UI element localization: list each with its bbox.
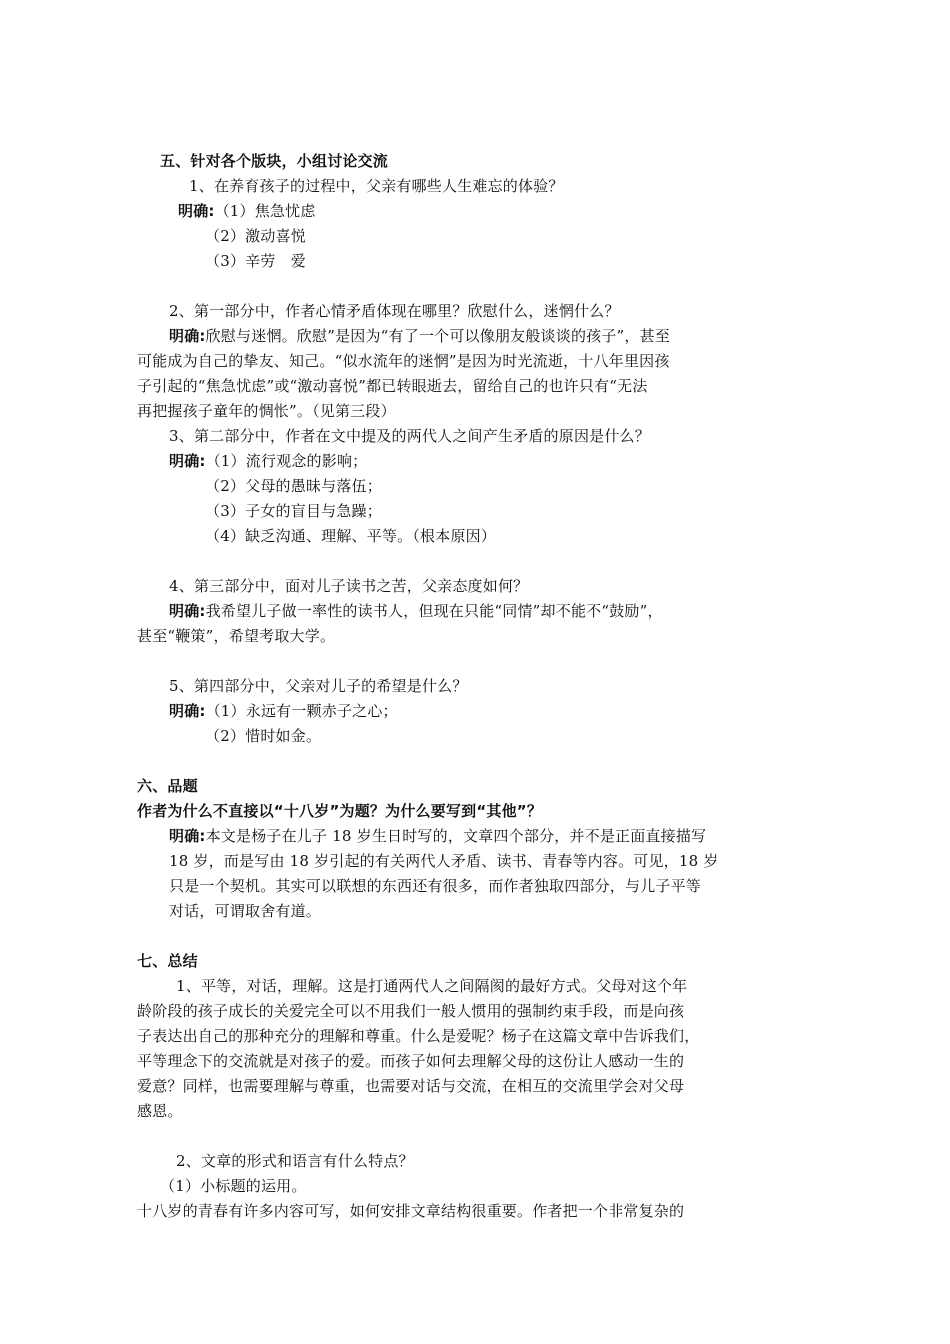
answer-3-line-3: （3）子女的盲目与急躁； (205, 502, 382, 520)
answer-4-line-1: 明确:我希望儿子做一率性的读书人，但现在只能“同情”却不能不“鼓励”， (169, 602, 663, 620)
answer-label: 明确: (169, 602, 206, 620)
summary-paragraph-line-6: 感恩。 (137, 1102, 183, 1120)
section-6-answer-line-3: 只是一个契机。其实可以联想的东西还有很多，而作者独取四部分，与儿子平等 (169, 877, 702, 895)
answer-label: 明确: (169, 327, 206, 345)
answer-1-line-3: （3）辛劳 爱 (205, 252, 306, 270)
section-5-heading: 五、针对各个版块，小组讨论交流 (160, 152, 389, 170)
answer-2-line-3: 子引起的“焦急忧虑”或“激动喜悦”都已转眼逝去，留给自己的也许只有“无法 (137, 377, 648, 395)
answer-label: 明确: (169, 452, 206, 470)
section-6-question: 作者为什么不直接以“十八岁”为题？为什么要写到“其他”？ (137, 802, 543, 820)
answer-label: 明确: (169, 702, 206, 720)
answer-1-line-2: （2）激动喜悦 (205, 227, 306, 245)
answer-5-line-1: 明确:（1）永远有一颗赤子之心； (169, 702, 398, 720)
answer-2-line-2: 可能成为自己的挚友、知己。“似水流年的迷惘”是因为时光流逝，十八年里因孩 (137, 352, 670, 370)
answer-5-line-2: （2）惜时如金。 (205, 727, 322, 745)
section-6-answer-line-1: 明确:本文是杨子在儿子 18 岁生日时写的，文章四个部分，并不是正面直接描写 (169, 827, 707, 845)
answer-4-line-2: 甚至“鞭策”，希望考取大学。 (137, 627, 336, 645)
answer-3-line-4: （4）缺乏沟通、理解、平等。（根本原因） (205, 527, 497, 545)
summary-paragraph-line-3: 子表达出自己的那种充分的理解和尊重。什么是爱呢？杨子在这篇文章中告诉我们， (137, 1027, 700, 1045)
answer-1-line-1: 明确:（1）焦急忧虑 (178, 202, 316, 220)
section-7-heading: 七、总结 (137, 952, 198, 970)
summary-paragraph-line-4: 平等理念下的交流就是对孩子的爱。而孩子如何去理解父母的这份让人感动一生的 (137, 1052, 685, 1070)
answer-label: 明确: (169, 827, 206, 845)
summary-paragraph-line-2: 龄阶段的孩子成长的关爱完全可以不用我们一般人惯用的强制约束手段，而是向孩 (137, 1002, 685, 1020)
question-1: 1、在养育孩子的过程中，父亲有哪些人生难忘的体验？ (189, 177, 564, 195)
answer-2-line-1: 明确:欣慰与迷惘。欣慰”是因为“有了一个可以像朋友般谈谈的孩子”，甚至 (169, 327, 671, 345)
summary-subheading-1: （1）小标题的运用。 (160, 1177, 307, 1195)
summary-last-line: 十八岁的青春有许多内容可写，如何安排文章结构很重要。作者把一个非常复杂的 (137, 1202, 685, 1220)
question-5: 5、第四部分中，父亲对儿子的希望是什么？ (169, 677, 468, 695)
section-6-heading: 六、品题 (137, 777, 198, 795)
question-2: 2、第一部分中，作者心情矛盾体现在哪里？欣慰什么，迷惘什么？ (169, 302, 620, 320)
summary-paragraph-line-5: 爱意？同样，也需要理解与尊重，也需要对话与交流，在相互的交流里学会对父母 (137, 1077, 685, 1095)
question-4: 4、第三部分中，面对儿子读书之苦，父亲态度如何？ (169, 577, 529, 595)
section-6-answer-line-2: 18 岁，而是写由 18 岁引起的有关两代人矛盾、读书、青春等内容。可见，18 岁 (169, 852, 719, 870)
answer-2-line-4: 再把握孩子童年的惆怅”。（见第三段） (137, 402, 396, 420)
question-3: 3、第二部分中，作者在文中提及的两代人之间产生矛盾的原因是什么？ (169, 427, 650, 445)
answer-3-line-2: （2）父母的愚昧与落伍； (205, 477, 382, 495)
summary-question-2: 2、文章的形式和语言有什么特点？ (176, 1152, 414, 1170)
section-6-answer-line-4: 对话，可谓取舍有道。 (169, 902, 322, 920)
summary-paragraph-line-1: 1、平等，对话，理解。这是打通两代人之间隔阂的最好方式。父母对这个年 (176, 977, 688, 995)
answer-3-line-1: 明确:（1）流行观念的影响； (169, 452, 368, 470)
answer-label: 明确: (178, 202, 215, 220)
